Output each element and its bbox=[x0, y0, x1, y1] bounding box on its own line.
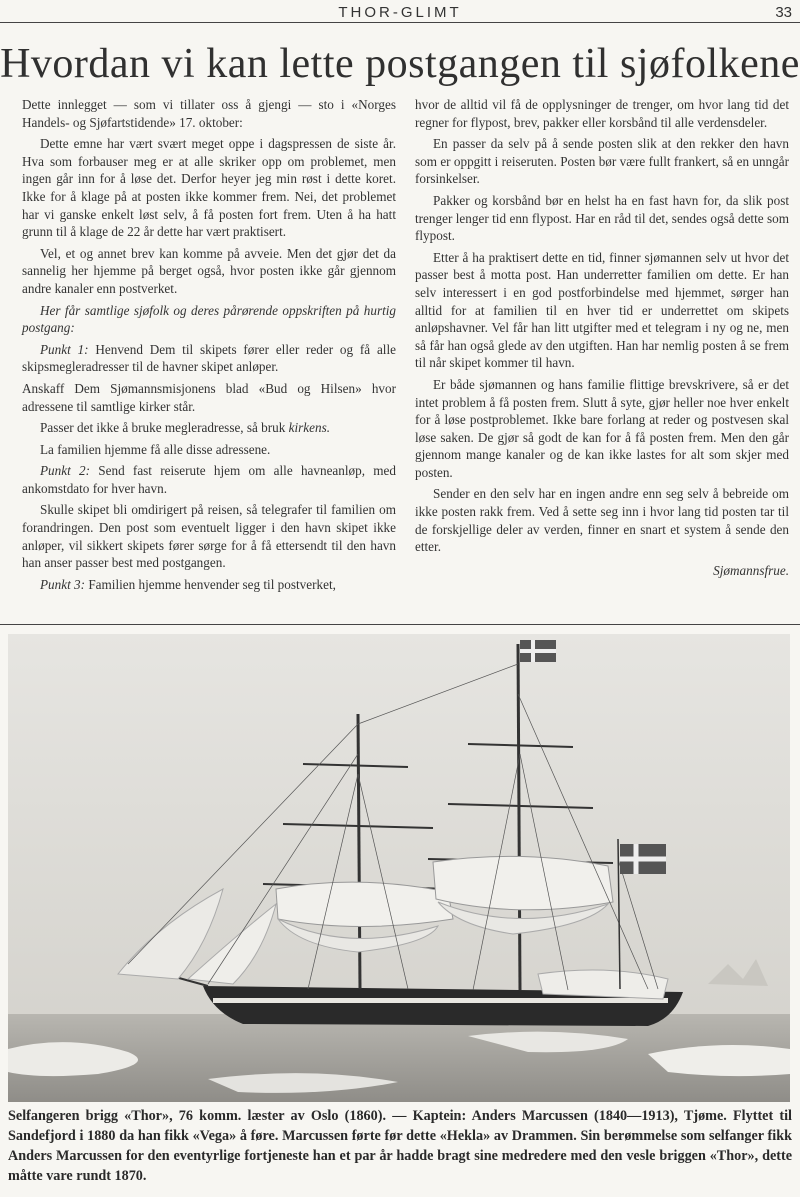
paragraph: Dette emne har vært svært meget oppe i dagspressen de siste år. Hva som forbauser meg er at alle skriker opp om problemet, men ingen går inn for å løse det. Derfor heyer jeg min røst i dette koret. Ikke for å klage på at posten ikke kommer frem. Nei, det problemet har vi ganske enkelt løst selv, å få posten fort frem. Uten å ha hatt grunn til å klage de 22 år dette har vært praktisert. bbox=[22, 136, 396, 240]
header-rule bbox=[0, 22, 800, 23]
magazine-name: THOR-GLIMT bbox=[310, 4, 490, 21]
paragraph: Dette innlegget — som vi tillater oss å gjengi — sto i «Norges Handels- og Sjøfartstidende» 17. oktober: bbox=[22, 97, 396, 130]
paragraph: Anskaff Dem Sjømannsmisjonens blad «Bud og Hilsen» hvor adressene til samtlige kirker står. bbox=[22, 380, 396, 414]
paragraph: Vel, et og annet brev kan komme på avveie. Men det gjør det da sannelig her hjemme på berget også, hvor posten ikke går gjennom andre kanaler enn postverket. bbox=[22, 245, 396, 296]
paragraph: Passer det ikke å bruke megleradresse, så bruk kirkens. bbox=[40, 420, 331, 436]
ship-painting bbox=[8, 634, 790, 1102]
page-number: 33 bbox=[775, 4, 792, 21]
paragraph: Punkt 3: Familien hjemme henvender seg til postverket, bbox=[40, 576, 336, 592]
brig-illustration bbox=[8, 634, 790, 1102]
paragraph: Sender en den selv har en ingen andre enn seg selv å bebreide om ikke posten rakk frem. Ved å sette seg inn i hvor lang tid posten tar til de forskjellige deler av verden, finner en snart et system å sende den etter. bbox=[415, 486, 789, 555]
paragraph: Skulle skipet bli omdirigert på reisen, så telegrafer til familien om forandringen. Den post som eventuelt ligger i den havn skipet ikke anløper, vil sikkert skipets fører sørge for å få ettersendt til den havn han anser passer best med postgangen. bbox=[22, 502, 396, 571]
signature: Sjømannsfrue. bbox=[713, 562, 789, 578]
photo-caption: Selfangeren brigg «Thor», 76 komm. læster av Oslo (1860). — Kaptein: Anders Marcussen (1840—1913), Tjøme. Flyttet til Sandefjord i 1880 da han fikk «Vega» å føre. Marcussen førte før dette «Hekla» av Drammen. Sin berømmelse som selfanger fikk Anders Marcussen for den eventyrlige fortjeneste han et par år hadde bragt sine medredere med den vesle briggen «Thor», dette måtte vare rundt 1870. bbox=[8, 1108, 792, 1184]
paragraph: En passer da selv på å sende posten slik at den rekker den havn som er oppgitt i reiseruten. Posten bør være fullt frankert, så en unngår forsinkelser. bbox=[415, 136, 789, 187]
article-title: Hvordan vi kan lette postgangen til sjøfolkene bbox=[0, 41, 800, 87]
page-header bbox=[0, 0, 800, 26]
paragraph: Etter å ha praktisert dette en tid, finner sjømannen selv ut hvor det passer best å motta post. Han underretter familien om dette. Er han selv interessert i en god postforbindelse med hjemmet, sørger han alltid for at familien til en hver tid er underrettet om skipets anløpshavner. Vel får han litt utgifter med et telegram i ny og ne, men så får han også glede av den utgiften. Han har nemlig posten å se frem til når skipet kommer til havn. bbox=[415, 249, 789, 371]
paragraph: Pakker og korsbånd bør en helst ha en fast havn for, da slik post trenger lenger tid enn flypost. Har en råd til det, sendes også dette som flypost. bbox=[415, 192, 789, 244]
right-column bbox=[415, 96, 789, 583]
paragraph: Punkt 2: Send fast reiserute hjem om alle havneanløp, med ankomstdato for hver havn. bbox=[22, 463, 396, 496]
paragraph: La familien hjemme få alle disse adressene. bbox=[40, 441, 271, 457]
left-column bbox=[22, 96, 396, 597]
section-divider bbox=[0, 624, 800, 625]
paragraph: Er både sjømannen og hans familie flittige brevskrivere, så er det intet problem å få posten frem. Slutt å syte, gjør heller noe hver enkelt for å løse postproblemet. Ikke bare forlang at reder og postvesen skal løse saken. De gjør så godt de kan for å få posten frem. Men den går gjennom mange kanaler og de kan ikke lastes for alt som skjer med posten. bbox=[415, 376, 789, 480]
paragraph: hvor de alltid vil få de opplysninger de trenger, om hvor lang tid det regner for flypost, brev, pakker eller korsbånd til alle verdensdeler. bbox=[415, 97, 789, 130]
paragraph: Punkt 1: Henvend Dem til skipets fører eller reder og få alle skipsmegleradresser til de havner skipet anløper. bbox=[22, 341, 396, 375]
paragraph-italic: Her får samtlige sjøfolk og deres pårørende oppskriften på hurtig postgang: bbox=[22, 302, 396, 336]
